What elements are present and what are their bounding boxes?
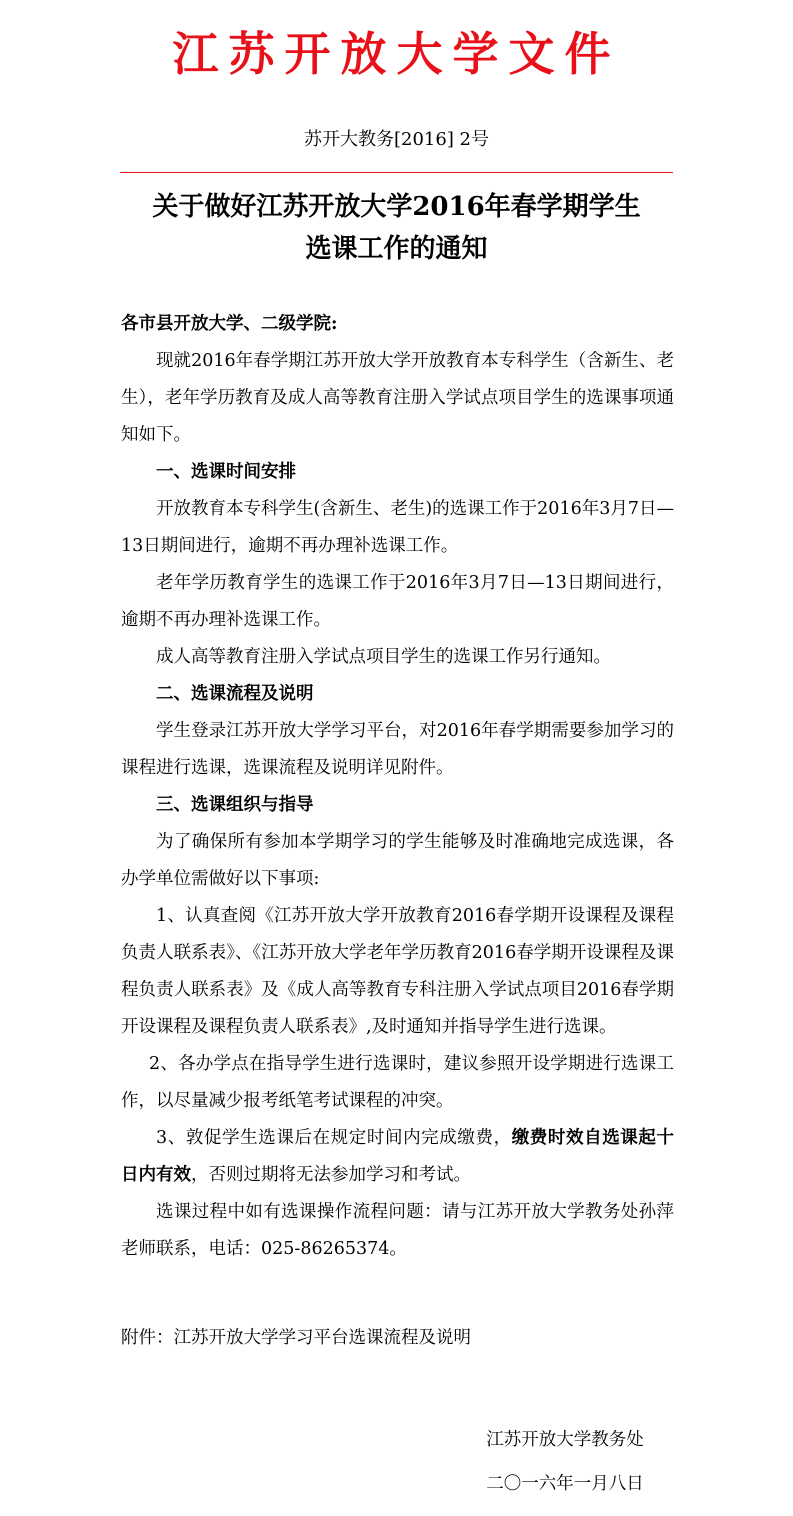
section-1-paragraph-3: 成人高等教育注册入学试点项目学生的选课工作另行通知。 — [156, 647, 611, 667]
document-title — [100, 186, 693, 270]
section-1-paragraph-2: 老年学历教育学生的选课工作于2016年3月7日—13日期间进行，逾期不再办理补选课工作。 — [121, 573, 674, 630]
red-divider — [120, 172, 673, 173]
addressee: 各市县开放大学、二级学院: — [121, 314, 338, 334]
section-3-item-2: 2、各办学点在指导学生进行选课时，建议参照开设学期进行选课工作，以尽量减少报考纸笔考试课程的冲突。 — [121, 1054, 674, 1111]
section-3-item-1: 1、认真查阅《江苏开放大学开放教育2016春学期开设课程及课程负责人联系表》、《江苏开放大学老年学历教育2016春学期开设课程及课程负责人联系表》及《成人高等教育专科注册入学试点项目2016春学期开设课程及课程负责人联系表》,及时通知并指导学生进行选课。 — [121, 906, 674, 1037]
signature-date: 二〇一六年一月八日 — [486, 1474, 644, 1494]
section-3-contact: 选课过程中如有选课操作流程问题：请与江苏开放大学教务处孙萍老师联系，电话：025-86265374。 — [121, 1202, 674, 1259]
attachment-line: 附件：江苏开放大学学习平台选课流程及说明 — [121, 1328, 471, 1348]
title-line-1: 关于做好江苏开放大学2016年春学期学生 — [152, 192, 641, 222]
document-number: 苏开大教务[2016] 2号 — [303, 129, 490, 150]
section-3-paragraph-1: 为了确保所有参加本学期学习的学生能够及时准确地完成选课，各办学单位需做好以下事项: — [121, 832, 674, 889]
document-body — [121, 306, 674, 1268]
document-header: 江苏开放大学文件 — [172, 27, 621, 81]
item-3-text-post: ，否则过期将无法参加学习和考试。 — [191, 1165, 471, 1185]
section-2-paragraph-1: 学生登录江苏开放大学学习平台，对2016年春学期需要参加学习的课程进行选课，选课流程及说明详见附件。 — [121, 721, 674, 778]
section-1-paragraph-1: 开放教育本专科学生(含新生、老生)的选课工作于2016年3月7日—13日期间进行，逾期不再办理补选课工作。 — [121, 499, 674, 556]
item-3-text-pre: 3、敦促学生选课后在规定时间内完成缴费， — [156, 1128, 512, 1148]
title-line-2: 选课工作的通知 — [305, 234, 488, 264]
signature-org: 江苏开放大学教务处 — [486, 1430, 644, 1450]
intro-paragraph: 现就2016年春学期江苏开放大学开放教育本专科学生（含新生、老生），老年学历教育及成人高等教育注册入学试点项目学生的选课事项通知如下。 — [121, 351, 674, 445]
section-1-heading: 一、选课时间安排 — [156, 462, 296, 482]
section-3-item-3 — [121, 1120, 674, 1194]
section-3-heading: 三、选课组织与指导 — [156, 795, 314, 815]
section-2-heading: 二、选课流程及说明 — [156, 684, 314, 704]
item-3-text-bold: 缴费时效自选课起十日内有效 — [121, 1128, 675, 1185]
